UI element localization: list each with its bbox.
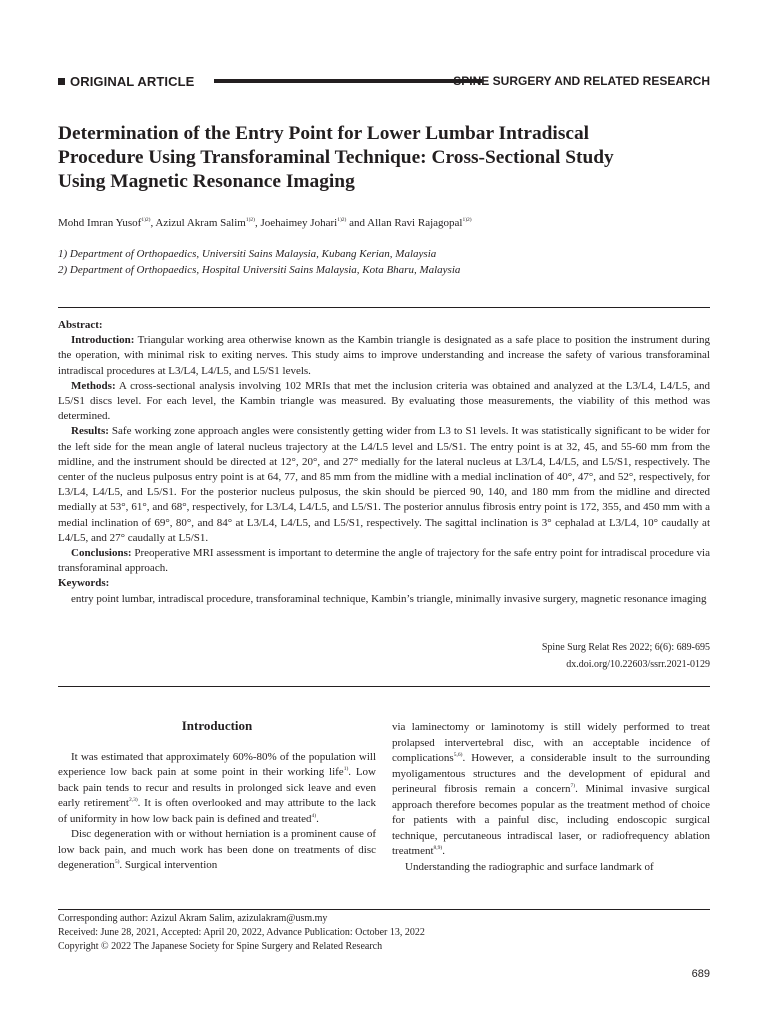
abstract-methods-label: Methods: <box>71 379 116 392</box>
journal-name: SPINE SURGERY AND RELATED RESEARCH <box>453 74 710 88</box>
reference-marker: 2,3) <box>128 797 138 803</box>
abstract-heading: Abstract: <box>58 319 103 331</box>
abstract-conclusions-text: Preoperative MRI assessment is important to determine the angle of trajectory for the safe entry point for intradiscal procedure via transforaminal approach. <box>58 547 710 575</box>
citation-journal: Spine Surg Relat Res 2022; 6(6): 689-695 <box>541 642 710 653</box>
copyright-notice: Copyright © 2022 The Japanese Society for Spine Surgery and Related Research <box>58 941 383 952</box>
author-affiliation-marker: 1)2) <box>462 217 472 223</box>
title-line-3: Using Magnetic Resonance Imaging <box>58 171 355 192</box>
reference-marker: 5) <box>114 859 120 865</box>
author-separator: and <box>346 217 368 229</box>
keywords-heading: Keywords: <box>58 577 110 590</box>
abstract-conclusions <box>58 546 710 576</box>
abstract-introduction-text: Triangular working area otherwise known as the Kambin triangle is designated as a safe place to position the instrument during the operation, with minimal risk to exiting nerves. This study aims to improve understanding and increase the safety of various transforaminal intradiscal procedures at L3/L4, L4/L5, and L5/S1 levels. <box>58 334 710 377</box>
abstract-results-label: Results: <box>71 425 109 438</box>
reference-marker: 5,6) <box>453 752 463 758</box>
reference-marker: 4) <box>311 812 317 819</box>
intro-paragraph-4: Understanding the radiographic and surface landmark of <box>405 860 654 873</box>
author-list <box>58 217 472 229</box>
square-bullet-icon <box>58 78 65 85</box>
intro-paragraph-1: It was estimated that approximately 60%-80% of the population will experience low back pain at some point in their working life$^{1)}$. Low back pain tends to recur and results in prolonged sick leave and even early retirement$^{2,3)}$. It is often overlooked and may attribute to the lack of uniformity in how low back pain is defined and treated$^{4)}$. <box>58 750 376 825</box>
author-separator: , <box>255 217 261 229</box>
article-title <box>58 122 718 194</box>
abstract-methods <box>58 379 710 425</box>
author-separator: , <box>150 217 156 229</box>
article-type-label <box>58 74 194 89</box>
title-line-1: Determination of the Entry Point for Lower Lumbar Intradiscal <box>58 123 590 144</box>
abstract-results <box>58 424 710 546</box>
reference-marker: 7) <box>570 783 576 789</box>
abstract-introduction <box>58 333 710 379</box>
reference-marker: 8,9) <box>433 845 443 851</box>
keywords-text: entry point lumbar, intradiscal procedure, transforaminal technique, Kambin’s triangle, minimally invasive surgery, magnetic resonance imaging <box>71 592 707 605</box>
author-affiliation-marker: 1)2) <box>337 217 347 223</box>
title-line-2: Procedure Using Transforaminal Technique: Cross-Sectional Study <box>58 147 614 168</box>
body-column-right <box>392 720 710 875</box>
abstract-top-rule <box>58 307 710 308</box>
reference-marker: 1) <box>343 766 349 772</box>
footnote-rule <box>58 909 710 910</box>
header-bar <box>214 79 482 83</box>
citation-doi: dx.doi.org/10.22603/ssrr.2021-0129 <box>566 659 710 670</box>
author-affiliation-marker: 1)2) <box>141 217 151 223</box>
intro-paragraph-2: Disc degeneration with or without herniation is a prominent cause of low back pain, and much work has been done on treatments of disc degeneration$^{5)}$. Surgical intervention <box>58 828 376 871</box>
received-dates: Received: June 28, 2021, Accepted: April 20, 2022, Advance Publication: October 13, 2022 <box>58 927 425 938</box>
author-name: Joehaimey Johari <box>260 217 338 229</box>
author-name: Allan Ravi Rajagopal <box>367 217 463 229</box>
page-number: 689 <box>691 968 710 980</box>
author-name: Azizul Akram Salim <box>155 217 246 229</box>
author-affiliation-marker: 1)2) <box>245 217 255 223</box>
author-name: Mohd Imran Yusof <box>58 217 142 229</box>
abstract-results-text: Safe working zone approach angles were consistently getting wider from L3 to S1 levels. It was statistically significant to be wider for the left side for the mean angle of lateral nucleus trajectory at the L4/L5 level and L5/S1. The entry point is at 32, 45, and 55-60 mm from the midline, and the instrument should be directed at 12°, 20°, and 27° medially for the lateral nucleus at L3/L4, L4/L5, and L5/S1, respectively. The center of the nucleus pulposus entry point is at 64, 77, and 85 mm from the midline with a medial inclination of 40°, 47°, and 52°, respectively, for L3/L4, L4/L5, and L5/S1. For the posterior nucleus pulposus, the skin should be pierced 90, 140, and 180 mm from the midline and directed medially at 53°, 61°, and 68°, respectively, for L3/L4, L4/L5, and L5/S1. The posterior annulus fibrosis entry point is 172, 355, and 450 mm with a medial inclination of 69°, 80°, and 84° at L3/L4, L4/L5, and L5/S1, respectively. The sagittal inclination is 3° cephalad at L3/L4, 10° caudally at L4/L5, and 27° caudally at L5/S1. <box>58 425 710 544</box>
affiliation-2: 2) Department of Orthopaedics, Hospital Universiti Sains Malaysia, Kota Bharu, Malaysia <box>58 264 461 276</box>
section-heading-introduction: Introduction <box>181 718 253 733</box>
abstract-bottom-rule <box>58 686 710 687</box>
affiliation-1: 1) Department of Orthopaedics, Universiti Sains Malaysia, Kubang Kerian, Malaysia <box>58 248 437 260</box>
corresponding-author: Corresponding author: Azizul Akram Salim, azizulakram@usm.my <box>58 913 328 924</box>
body-column-left <box>58 716 376 874</box>
intro-paragraph-3: via laminectomy or laminotomy is still widely performed to treat prolapsed intervertebral disc, with an acceptable incidence of complications$^{5,6)}$. However, a considerable insult to the surrounding myoligamentous structures and the development of epidural and perineural fibrosis remain a concern$^{7)}$. Minimal invasive surgical approach therefore becomes popular as the treatment method of choice for patients with a painful disc, including endoscopic surgical technique, percutaneous intradiscal laser, or radiofrequency ablation treatment$^{8,9)}$. <box>392 721 710 857</box>
article-type-text: ORIGINAL ARTICLE <box>70 74 195 89</box>
abstract-introduction-label: Introduction: <box>71 334 135 347</box>
abstract-methods-text: A cross-sectional analysis involving 102 MRIs that met the inclusion criteria was obtained and analyzed at the L3/L4, L4/L5, and L5/S1 discs level. For each level, the Kambin triangle was measured. By evaluating those measurements, the viability of this method was determined. <box>58 379 710 423</box>
abstract-conclusions-label: Conclusions: <box>71 547 132 560</box>
running-header <box>58 73 710 93</box>
abstract-section <box>58 318 710 607</box>
